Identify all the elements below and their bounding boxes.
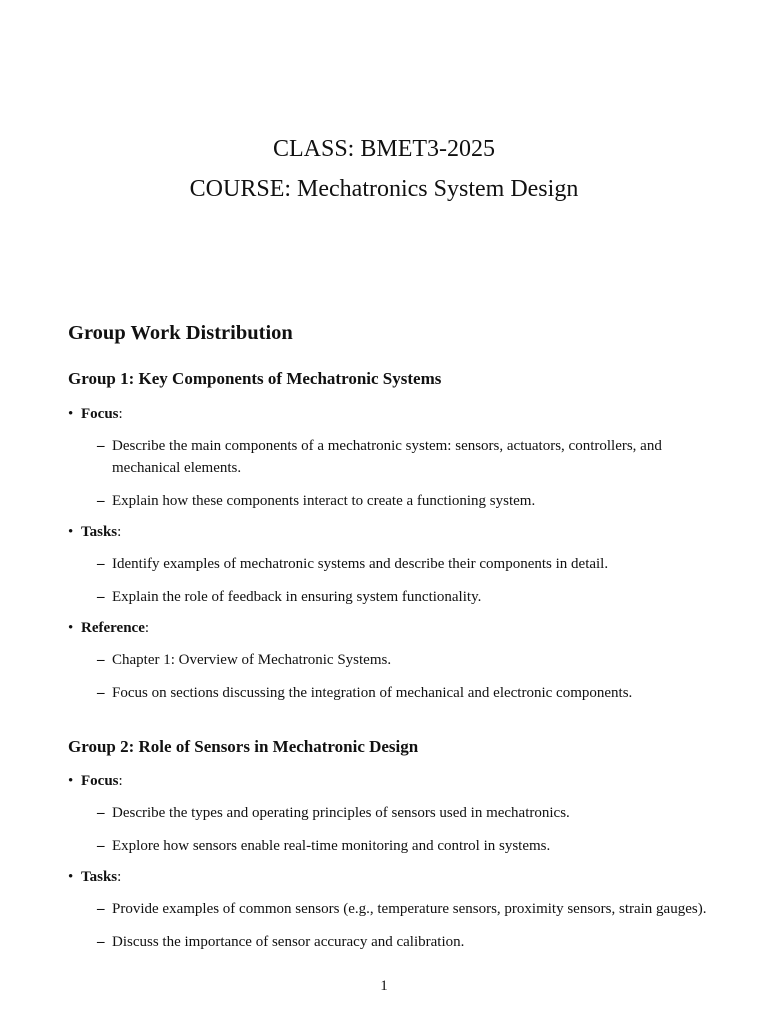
- group-1-list: [68, 404, 708, 704]
- list-item: [68, 586, 708, 608]
- list-item-text: Explain the role of feedback in ensuring system functionality.: [112, 589, 482, 605]
- bullet-label: Reference: [81, 620, 145, 636]
- group-1-tasks: [68, 522, 708, 608]
- colon: :: [117, 869, 122, 885]
- group-1-focus: [68, 404, 708, 512]
- group-2-title: Group 2: Role of Sensors in Mechatronic Design: [68, 737, 419, 756]
- bullet-marker: •: [68, 524, 74, 540]
- colon: :: [117, 524, 122, 540]
- list-item: [68, 835, 708, 857]
- list-item-text: Identify examples of mechatronic systems and describe their components in detail.: [112, 556, 609, 572]
- dash-marker: –: [97, 438, 105, 454]
- dash-marker: –: [97, 685, 105, 701]
- sub-list: [81, 553, 708, 608]
- sub-list: [81, 649, 708, 704]
- bullet-label: Focus: [81, 773, 119, 789]
- list-item: [68, 802, 708, 824]
- group-1: [68, 367, 708, 704]
- dash-marker: –: [97, 838, 105, 854]
- list-item: [68, 435, 708, 479]
- group-2-focus: [68, 771, 708, 857]
- list-item-text: Explain how these components interact to create a functioning system.: [112, 493, 536, 509]
- list-item: [68, 682, 708, 704]
- list-item-text: Focus on sections discussing the integration of mechanical and electronic components.: [112, 685, 633, 701]
- group-2-list: [68, 771, 708, 953]
- colon: :: [118, 773, 123, 789]
- dash-marker: –: [97, 589, 105, 605]
- list-item-text: Chapter 1: Overview of Mechatronic Systems.: [112, 652, 392, 668]
- group-1-reference: [68, 618, 708, 704]
- bullet-label: Tasks: [81, 524, 118, 540]
- dash-marker: –: [97, 901, 105, 917]
- list-item: [68, 553, 708, 575]
- sub-list: [81, 898, 708, 953]
- list-item: [68, 490, 708, 512]
- dash-marker: –: [97, 652, 105, 668]
- list-item: [68, 898, 708, 920]
- colon: :: [118, 406, 123, 422]
- list-item-text: Provide examples of common sensors (e.g., temperature sensors, proximity sensors, strain gauges).: [112, 901, 707, 917]
- class-title: CLASS: BMET3-2025: [272, 136, 496, 162]
- sub-list: [81, 802, 708, 857]
- colon: :: [144, 620, 150, 636]
- list-item: [68, 649, 708, 671]
- group-1-title: Group 1: Key Components of Mechatronic Systems: [68, 369, 442, 388]
- group-2-tasks: [68, 867, 708, 953]
- bullet-marker: •: [68, 773, 74, 789]
- bullet-label: Focus: [81, 406, 119, 422]
- title-block: [0, 129, 768, 209]
- section-title: Group Work Distribution: [68, 322, 293, 344]
- list-item-text: Describe the main components of a mechatronic system: sensors, actuators, controllers, and mechanical elements.: [112, 438, 662, 476]
- list-item-text: Discuss the importance of sensor accuracy and calibration.: [112, 934, 465, 950]
- list-item: [68, 931, 708, 953]
- list-item-text: Explore how sensors enable real-time monitoring and control in systems.: [112, 838, 551, 854]
- list-item-text: Describe the types and operating principles of sensors used in mechatronics.: [112, 805, 570, 821]
- dash-marker: –: [97, 934, 105, 950]
- dash-marker: –: [97, 493, 105, 509]
- bullet-label: Tasks: [81, 869, 118, 885]
- dash-marker: –: [97, 805, 105, 821]
- bullet-marker: •: [68, 620, 74, 636]
- group-2: [68, 735, 708, 953]
- bullet-marker: •: [68, 869, 74, 885]
- bullet-marker: •: [68, 406, 74, 422]
- course-title: COURSE: Mechatronics System Design: [189, 176, 579, 202]
- dash-marker: –: [97, 556, 105, 572]
- sub-list: [81, 435, 708, 512]
- page-number: 1: [380, 978, 388, 994]
